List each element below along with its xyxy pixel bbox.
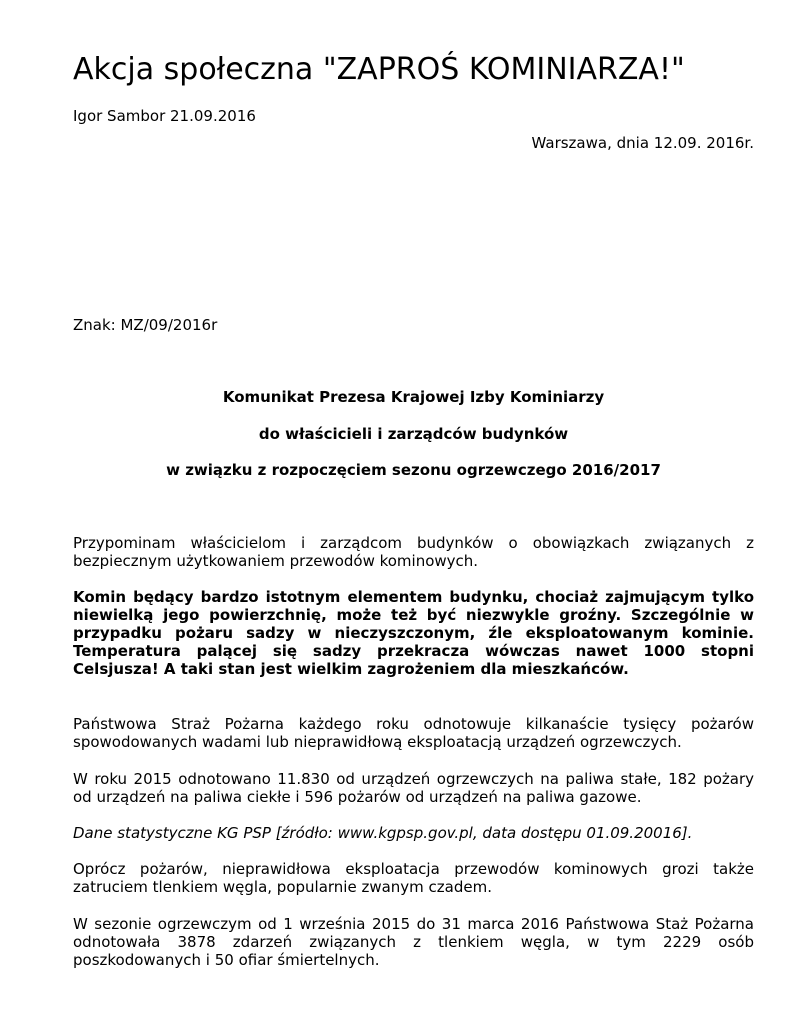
paragraph-reminder: Przypominam właścicielom i zarządcom budynków o obowiązkach związanych z bezpiecznym użytkowaniem przewodów kominowych. (73, 534, 754, 570)
reference-number: Znak: MZ/09/2016r (73, 316, 218, 334)
communique-heading-line-1: Komunikat Prezesa Krajowej Izby Kominiarzy (222, 388, 605, 406)
place-and-date: Warszawa, dnia 12.09. 2016r. (531, 134, 754, 152)
paragraph-carbon-monoxide: Oprócz pożarów, nieprawidłowa eksploatacja przewodów kominowych grozi także zatruciem tlenkiem węgla, popularnie zwanym czadem. (73, 860, 754, 896)
document-title: Akcja społeczna "ZAPROŚ KOMINIARZA!" (73, 52, 685, 87)
paragraph-heating-season: W sezonie ogrzewczym od 1 września 2015 do 31 marca 2016 Państwowa Staż Pożarna odnotowała 3878 zdarzeń związanych z tlenkiem węgla, w tym 2229 osób poszkodowanych i 50 ofiar śmiertelnych. (73, 915, 754, 969)
author-date-byline: Igor Sambor 21.09.2016 (73, 107, 256, 125)
communique-heading-line-2: do właścicieli i zarządców budynków (258, 425, 569, 443)
paragraph-data-source: Dane statystyczne KG PSP [źródło: www.kgpsp.gov.pl, data dostępu 01.09.20016]. (73, 824, 693, 842)
paragraph-fire-service: Państwowa Straż Pożarna każdego roku odnotowuje kilkanaście tysięcy pożarów spowodowanych wadami lub nieprawidłową eksploatacją urządzeń ogrzewczych. (73, 715, 754, 751)
communique-heading-line-3: w związku z rozpoczęciem sezonu ogrzewczego 2016/2017 (166, 461, 661, 479)
paragraph-chimney-warning: Komin będący bardzo istotnym elementem budynku, chociaż zajmującym tylko niewielką jego powierzchnię, może też być niezwykle groźny. Szczególnie w przypadku pożaru sadzy w nieczyszczonym, źle eksploatowanym kominie. Temperatura palącej się sadzy przekracza wówczas nawet 1000 stopni Celsjusza! A taki stan jest wielkim zagrożeniem dla mieszkańców. (73, 588, 754, 678)
paragraph-2015-statistics: W roku 2015 odnotowano 11.830 od urządzeń ogrzewczych na paliwa stałe, 182 pożary od urządzeń na paliwa ciekłe i 596 pożarów od urządzeń na paliwa gazowe. (73, 770, 754, 806)
